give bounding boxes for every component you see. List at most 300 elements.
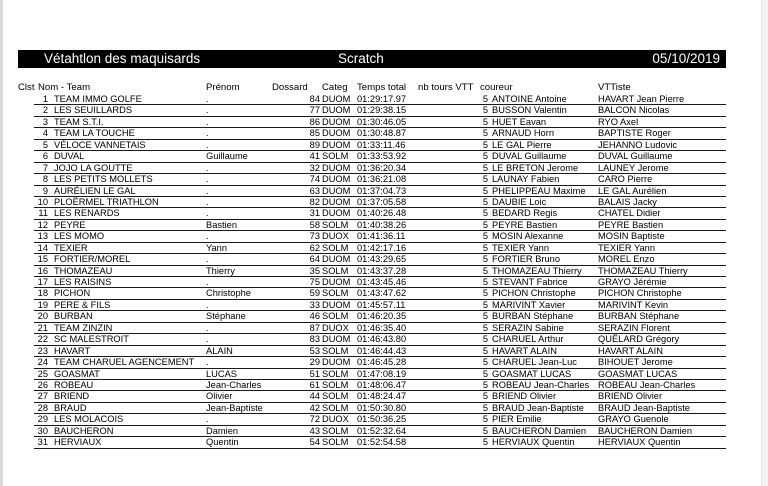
cell-clst: 1 [42,94,48,104]
cell-prenom: . [206,208,209,219]
cell-vttiste: MOREL Enzo [598,254,655,265]
cell-prenom: Guillaume [206,151,248,162]
table-row [18,117,726,128]
cell-prenom: Jean-Charles [206,379,262,390]
cell-dossard: 77 [309,105,320,116]
cell-temps-total: 01:43:37.28 [357,265,407,276]
table-row [18,231,726,242]
cell-prenom: . [206,128,209,139]
cell-categ: SOLM [322,219,349,230]
cell-temps-total: 01:47:08.19 [357,368,407,379]
cell-vttiste: BAUCHERON Damien [598,425,693,436]
cell-prenom: Christophe [206,288,251,299]
cell-nb-tours: 5 [482,425,488,436]
cell-clst: 11 [38,208,48,219]
cell-categ: DUOM [322,174,351,185]
cell-coureur: HUET Eavan [492,116,547,127]
cell-nb-tours: 5 [482,299,488,310]
cell-dossard: 33 [309,299,320,310]
cell-nb-tours: 5 [482,116,488,127]
header-temps-total: Temps total [357,82,407,93]
cell-team: AURÉLIEN LE GAL [54,185,136,196]
cell-team: LES PETITS MOLLETS [54,174,153,185]
table-row [18,437,726,448]
cell-categ: DUOX [322,414,349,425]
cell-clst: 30 [37,425,48,436]
cell-nb-tours: 5 [482,242,488,253]
cell-team: BAUCHERON [54,425,114,436]
cell-team: BRAUD [54,402,87,413]
cell-dossard: 85 [309,128,320,139]
cell-temps-total: 01:52:54.58 [357,437,407,448]
cell-nb-tours: 5 [482,231,488,242]
table-row [18,288,726,299]
cell-categ: SOLM [322,437,349,448]
cell-nb-tours: 5 [482,174,488,185]
cell-temps-total: 01:46:45.28 [357,357,407,368]
cell-temps-total: 01:33:11.46 [357,139,406,150]
table-row [18,254,726,265]
cell-prenom: . [206,139,209,150]
cell-prenom: . [206,94,209,104]
table-row [18,243,726,254]
cell-clst: 22 [37,334,48,345]
cell-coureur: CHARUEL Arthur [492,334,564,345]
table-row [18,220,726,231]
table-row [18,426,726,437]
cell-categ: DUOM [322,139,351,150]
cell-categ: SOLM [322,402,349,413]
cell-temps-total: 01:46:43.80 [357,334,407,345]
cell-temps-total: 01:43:45.46 [357,277,407,287]
cell-vttiste: BALCON Nicolas [598,105,670,116]
cell-coureur: TEXIER Yann [492,242,550,253]
cell-dossard: 63 [309,185,320,196]
table-row [18,277,726,288]
cell-prenom: Yann [206,242,228,253]
cell-team: LES RENARDS [54,208,120,219]
cell-clst: 7 [42,162,48,173]
table-row [18,186,726,197]
cell-dossard: 59 [309,288,320,299]
cell-clst: 20 [37,311,48,322]
cell-team: SC MALESTROIT [54,334,129,345]
cell-vttiste: DUVAL Guillaume [598,151,673,162]
cell-coureur: DAUBIE Loic [492,196,547,207]
cell-coureur: LE BRETON Jerome [492,162,579,173]
table-row [18,357,726,368]
table-row [18,105,726,116]
cell-coureur: PIER Emilie [492,414,542,425]
cell-team: PLOËRMEL TRIATHLON [54,196,159,207]
ranking-mode: Scratch [338,51,384,66]
cell-vttiste: BIHOUET Jerome [598,357,673,368]
cell-prenom: . [206,116,209,127]
table-row [18,140,726,151]
cell-nb-tours: 5 [482,105,488,116]
cell-coureur: GOASMAT LUCAS [492,368,572,379]
cell-nb-tours: 5 [482,208,488,219]
cell-dossard: 43 [309,425,320,436]
cell-temps-total: 01:37:05.58 [357,196,407,207]
cell-clst: 23 [37,345,48,356]
cell-coureur: DUVAL Guillaume [492,151,567,162]
cell-nb-tours: 5 [482,402,488,413]
cell-clst: 16 [37,265,48,276]
header-vttiste: VTTiste [598,82,631,93]
cell-vttiste: GRAYO Guenole [598,414,669,425]
cell-temps-total: 01:46:20.35 [357,311,407,322]
cell-team: TEXIER [54,242,88,253]
cell-categ: DUOM [322,196,351,207]
cell-categ: SOLM [322,151,349,162]
cell-clst: 29 [37,414,48,425]
cell-categ: SOLM [322,265,349,276]
cell-nb-tours: 5 [482,196,488,207]
cell-prenom: Damien [206,425,239,436]
cell-vttiste: HERVIAUX Quentin [598,437,681,448]
cell-clst: 25 [37,368,48,379]
cell-categ: SOLM [322,311,349,322]
cell-categ: DUOM [322,254,351,265]
cell-dossard: 73 [309,231,320,242]
cell-prenom: Stéphane [206,311,246,322]
cell-dossard: 72 [309,414,320,425]
cell-prenom: ALAIN [206,345,233,356]
cell-temps-total: 01:45:57.11 [357,299,406,310]
cell-team: JOJO LA GOUTTE [54,162,133,173]
cell-clst: 31 [37,437,48,448]
cell-nb-tours: 5 [482,139,488,150]
cell-prenom: . [206,254,209,265]
table-header [18,82,726,94]
cell-temps-total: 01:46:35.40 [357,322,407,333]
cell-dossard: 54 [309,437,320,448]
cell-nb-tours: 5 [482,254,488,265]
cell-team: TEAM IMMO GOLFE [54,94,142,104]
cell-nb-tours: 5 [482,288,488,299]
cell-coureur: HAVART ALAIN [492,345,557,356]
cell-team: TEAM ZINZIN [54,322,113,333]
cell-dossard: 44 [309,391,320,402]
cell-dossard: 75 [309,277,320,287]
cell-prenom: . [206,105,209,116]
table-row [18,300,726,311]
cell-dossard: 41 [309,151,320,162]
cell-temps-total: 01:41:36.11 [357,231,406,242]
cell-categ: DUOM [322,94,351,104]
cell-dossard: 35 [309,265,320,276]
cell-team: LES MOLACOIS [54,414,124,425]
cell-temps-total: 01:37:04.73 [357,185,407,196]
cell-prenom: LUCAS [206,368,238,379]
cell-vttiste: HAVART ALAIN [598,345,663,356]
cell-team: ROBEAU [54,379,94,390]
cell-temps-total: 01:36:21.08 [357,174,407,185]
cell-coureur: BUSSON Valentin [492,105,567,116]
cell-prenom: . [206,357,209,368]
cell-prenom: . [206,231,209,242]
cell-coureur: ROBEAU Jean-Charles [492,379,590,390]
cell-temps-total: 01:40:38.26 [357,219,407,230]
cell-team: HERVIAUX [54,437,102,448]
table-row [18,323,726,334]
cell-dossard: 31 [309,208,320,219]
cell-dossard: 46 [309,311,320,322]
cell-nb-tours: 5 [482,311,488,322]
cell-dossard: 82 [309,196,320,207]
page-right-edge [761,0,768,486]
header-dossard: Dossard [272,82,308,93]
cell-vttiste: PEYRE Bastien [598,219,664,230]
cell-temps-total: 01:43:47.62 [357,288,407,299]
table-row [18,174,726,185]
cell-temps-total: 01:40:26.48 [357,208,407,219]
cell-clst: 17 [37,277,48,287]
cell-coureur: MARIVINT Xavier [492,299,566,310]
cell-temps-total: 01:52:32.64 [357,425,407,436]
cell-vttiste: TEXIER Yann [598,242,656,253]
cell-coureur: THOMAZEAU Thierry [492,265,582,276]
cell-temps-total: 01:46:44.43 [357,345,407,356]
cell-categ: DUOM [322,128,351,139]
cell-dossard: 32 [309,162,320,173]
cell-dossard: 86 [309,116,320,127]
cell-temps-total: 01:42:17.16 [357,242,407,253]
cell-clst: 10 [37,196,48,207]
cell-team: TEAM CHARUEL AGENCEMENT [54,357,195,368]
cell-coureur: LE GAL Pierre [492,139,552,150]
cell-temps-total: 01:50:36.25 [357,414,407,425]
cell-temps-total: 01:29:17.97 [357,94,407,104]
cell-clst: 2 [42,105,48,116]
cell-nb-tours: 5 [482,162,488,173]
table-row [18,266,726,277]
cell-dossard: 64 [309,254,320,265]
table-row [18,151,726,162]
cell-dossard: 74 [309,174,320,185]
cell-dossard: 62 [309,242,320,253]
cell-temps-total: 01:29:38.15 [357,105,407,116]
cell-nb-tours: 5 [482,265,488,276]
cell-prenom: . [206,277,209,287]
cell-coureur: PHELIPPEAU Maxime [492,185,586,196]
cell-prenom: . [206,322,209,333]
cell-nb-tours: 5 [482,391,488,402]
cell-coureur: PEYRE Bastien [492,219,558,230]
cell-categ: SOLM [322,242,349,253]
page-left-edge [0,0,3,486]
cell-prenom: Bastien [206,219,238,230]
cell-dossard: 84 [309,94,320,104]
cell-nb-tours: 5 [482,277,488,287]
results-table [18,94,726,449]
cell-vttiste: ROBEAU Jean-Charles [598,379,696,390]
table-row [18,369,726,380]
cell-team: VÉLOCE VANNETAIS [54,139,146,150]
cell-categ: SOLM [322,288,349,299]
cell-categ: DUOM [322,208,351,219]
cell-coureur: BRIEND Olivier [492,391,557,402]
cell-temps-total: 01:43:29.65 [357,254,407,265]
cell-prenom: . [206,196,209,207]
cell-team: LES RAISINS [54,277,112,287]
cell-vttiste: CHATEL Didier [598,208,661,219]
cell-categ: DUOM [322,185,351,196]
header-categ: Categ [322,82,348,93]
cell-temps-total: 01:30:46.05 [357,116,407,127]
cell-vttiste: CARO Pierre [598,174,653,185]
cell-temps-total: 01:48:06.47 [357,379,407,390]
cell-dossard: 58 [309,219,320,230]
cell-team: TEAM LA TOUCHE [54,128,135,139]
results-banner [18,50,726,68]
cell-clst: 9 [42,185,48,196]
cell-temps-total: 01:36:20.34 [357,162,407,173]
cell-coureur: CHARUEL Jean-Luc [492,357,577,368]
cell-coureur: LAUNAY Fabien [492,174,560,185]
cell-vttiste: THOMAZEAU Thierry [598,265,688,276]
cell-vttiste: GOASMAT LUCAS [598,368,678,379]
table-row [18,197,726,208]
cell-vttiste: GRAYO Jérémie [598,277,667,287]
cell-team: TEAM S.T.I. [54,116,104,127]
cell-vttiste: PICHON Christophe [598,288,682,299]
table-row [18,391,726,402]
cell-categ: DUOM [322,277,351,287]
cell-vttiste: MARIVINT Kevin [598,299,669,310]
cell-clst: 8 [42,174,48,185]
cell-team: BRIEND [54,391,90,402]
cell-vttiste: RYO Axel [598,116,639,127]
cell-nb-tours: 5 [482,334,488,345]
cell-vttiste: HAVART Jean Pierre [598,94,685,104]
cell-dossard: 61 [309,379,320,390]
table-row [18,380,726,391]
cell-nb-tours: 5 [482,185,488,196]
cell-team: HAVART [54,345,91,356]
table-row [18,346,726,357]
cell-dossard: 53 [309,345,320,356]
cell-clst: 18 [37,288,48,299]
cell-clst: 6 [42,151,48,162]
cell-clst: 4 [42,128,48,139]
cell-vttiste: BURBAN Stéphane [598,311,680,322]
cell-categ: SOLM [322,368,349,379]
cell-clst: 19 [37,299,48,310]
cell-categ: DUOX [322,322,349,333]
cell-nb-tours: 5 [482,368,488,379]
header-coureur: coureur [480,82,513,93]
cell-vttiste: BRIEND Olivier [598,391,663,402]
event-title: Vétahtlon des maquisards [44,51,201,66]
event-date: 05/10/2019 [652,51,720,66]
cell-coureur: ANTOINE Antoine [492,94,567,104]
cell-nb-tours: 5 [482,151,488,162]
cell-vttiste: BALAIS Jacky [598,196,657,207]
cell-categ: DUOM [322,334,351,345]
header-nb-tours-vtt: nb tours VTT [418,82,474,93]
cell-categ: DUOM [322,162,351,173]
table-row [18,311,726,322]
cell-dossard: 87 [309,322,320,333]
cell-coureur: HERVIAUX Quentin [492,437,575,448]
cell-dossard: 51 [309,368,320,379]
cell-prenom: . [206,174,209,185]
header-nom-team: Nom - Team [38,82,91,93]
cell-nb-tours: 5 [482,437,488,448]
cell-dossard: 29 [309,357,320,368]
cell-prenom: Thierry [206,265,235,276]
cell-team: LES MOMO [54,231,105,242]
table-row [18,403,726,414]
cell-nb-tours: 5 [482,379,488,390]
cell-coureur: BEDARD Regis [492,208,558,219]
table-row [18,334,726,345]
cell-team: LES SEUILLARDS [54,105,133,116]
cell-prenom: . [206,334,209,345]
cell-categ: SOLM [322,425,349,436]
cell-clst: 26 [37,379,48,390]
cell-clst: 24 [37,357,48,368]
cell-team: THOMAZEAU [54,265,113,276]
cell-coureur: BURBAN Stéphane [492,311,574,322]
cell-temps-total: 01:50:30.80 [357,402,407,413]
cell-team: BURBAN [54,311,93,322]
cell-categ: DUOM [322,357,351,368]
cell-coureur: ARNAUD Horn [492,128,554,139]
cell-prenom: Jean-Baptiste [206,402,263,413]
cell-nb-tours: 5 [482,94,488,104]
cell-vttiste: QUËLARD Grégory [598,334,680,345]
cell-categ: DUOX [322,231,349,242]
cell-clst: 14 [37,242,48,253]
cell-categ: DUOM [322,105,351,116]
cell-dossard: 83 [309,334,320,345]
cell-dossard: 89 [309,139,320,150]
cell-categ: DUOM [322,116,351,127]
cell-temps-total: 01:30:48.87 [357,128,407,139]
cell-vttiste: BRAUD Jean-Baptiste [598,402,690,413]
cell-team: DUVAL [54,151,85,162]
cell-dossard: 42 [309,402,320,413]
table-row [18,94,726,105]
cell-team: PEYRE [54,219,86,230]
cell-clst: 12 [37,219,48,230]
cell-prenom: . [206,299,209,310]
cell-nb-tours: 5 [482,219,488,230]
cell-clst: 21 [37,322,48,333]
cell-nb-tours: 5 [482,345,488,356]
cell-vttiste: SERAZIN Florent [598,322,670,333]
cell-vttiste: BAPTISTE Roger [598,128,671,139]
cell-clst: 5 [42,139,48,150]
cell-vttiste: JEHANNO Ludovic [598,139,678,150]
cell-prenom: . [206,414,209,425]
cell-nb-tours: 5 [482,322,488,333]
cell-temps-total: 01:33:53.92 [357,151,407,162]
cell-clst: 28 [37,402,48,413]
cell-team: FORTIER/MOREL [54,254,131,265]
cell-nb-tours: 5 [482,414,488,425]
cell-temps-total: 01:48:24.47 [357,391,407,402]
cell-prenom: . [206,185,209,196]
header-prenom: Prénom [206,82,240,93]
cell-prenom: Olivier [206,391,233,402]
cell-clst: 15 [37,254,48,265]
cell-categ: SOLM [322,379,349,390]
cell-nb-tours: 5 [482,128,488,139]
